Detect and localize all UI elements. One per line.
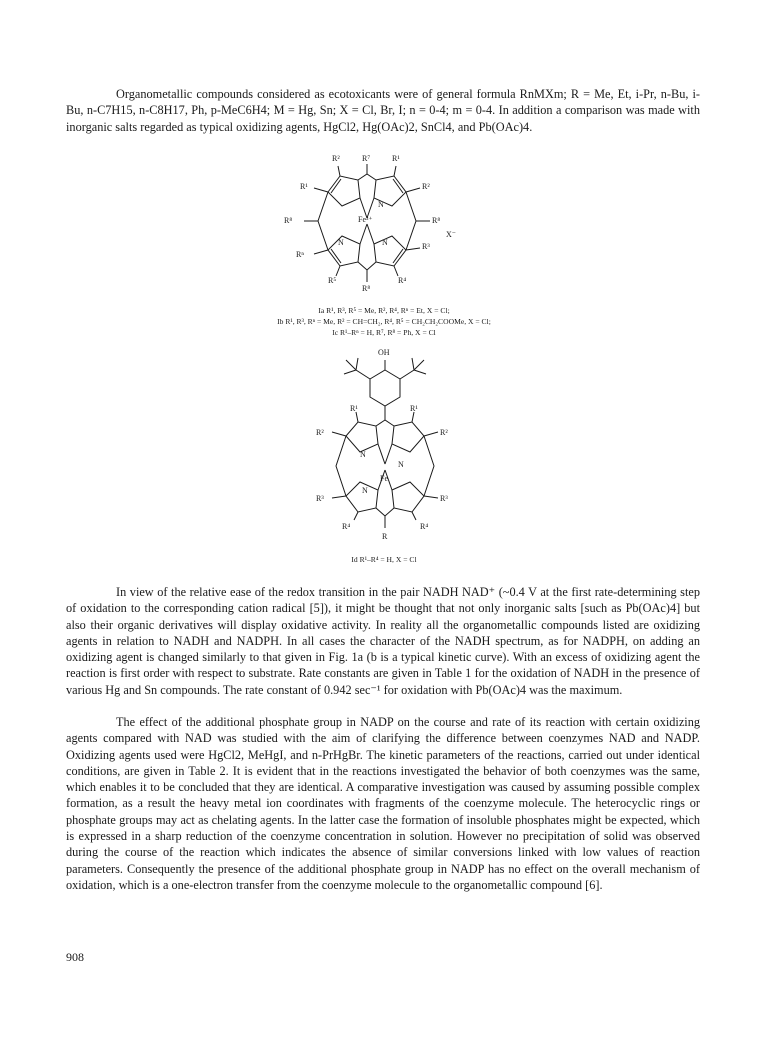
label-bottom-r8: R⁸ (362, 284, 371, 293)
label-r4-right: R⁴ (420, 522, 429, 531)
label-r3-left: R³ (316, 494, 324, 503)
label-n-left: N (362, 486, 368, 495)
label-left-r8: R⁸ (284, 216, 293, 225)
label-r3-right: R³ (440, 494, 448, 503)
label-right-r2: R² (422, 182, 430, 191)
label-n-left: N (338, 238, 344, 247)
structure-1-caption-b: Ib R¹, R³, Rⁿ = Me, R² = CH=CH₂, R⁴, R⁵ = CH₂CH₂COOMe, X = Cl; (277, 317, 491, 326)
label-bottom-r5: R⁵ (328, 276, 337, 285)
label-r1-left: R¹ (350, 404, 358, 413)
label-n-top: N (378, 200, 384, 209)
label-right-r3: R³ (422, 242, 430, 251)
label-x-minus: X⁻ (446, 230, 456, 239)
structure-1-labels (278, 152, 458, 302)
structure-1-caption-a: Ia R¹, R³, R⁵ = Me, R², R⁴, Rⁿ = Et, X = Cl; (318, 306, 450, 315)
label-left-r1: R¹ (300, 182, 308, 191)
label-r2-right: R² (440, 428, 448, 437)
structure-2-labels (300, 348, 470, 548)
label-right-r8: R⁸ (432, 216, 441, 225)
structure-2-caption: Id R¹–R⁴ = H, X = Cl (351, 555, 417, 564)
label-left-rn: Rⁿ (296, 250, 304, 259)
label-top-r7: R⁷ (362, 154, 371, 163)
label-r1-right: R¹ (410, 404, 418, 413)
label-n-right: N (382, 238, 388, 247)
label-r-bottom: R (382, 532, 388, 541)
label-top-r2: R² (332, 154, 340, 163)
page-number: 908 (66, 950, 84, 964)
body-paragraph-3: The effect of the additional phosphate group in NADP on the course and rate of its reaction with certain oxidizing agents compared with NAD was studied with the aim of clarifying the difference between coenzymes NAD and NADP. Oxidizing agents used were HgCl2, MeHgI, and n-PrHgBr. The kinetic parameters of the reactions, carried out under identical conditions, are given in Table 2. It is evident that in the reactions investigated the behavior of both coenzymes was the same, which enables it to be concluded that they are identical. A comparative investigation was caused by assuming possible complex formation, as a result the heavy metal ion coordinates with fragments of the coenzyme molecule. The heterocyclic rings or phosphate groups may act as chelating agents. In the latter case the formation of insoluble phosphates might be expected, which is expressed in a sharp reduction of the coenzyme concentration in solution. However no precipitation of solid was observed during the course of the reaction which indicates the absence of similar conversions linked with low values of reaction parameters. Consequently the presence of the additional phosphate group in NADP has no effect on the overall mechanism of oxidation, which is a one-electron transfer from the coenzyme molecule to the organometallic compound [6]. (66, 715, 700, 892)
body-paragraph-2: In view of the relative ease of the redox transition in the pair NADH NAD⁺ (~0.4 V at the first rate-determining step of oxidation to the corresponding cation radical [5]), it might be thought that not only inorganic salts [such as Pb(OAc)4] but also their organic derivatives will display oxidative activity. In reality all the organometallic compounds listed are oxidizing agents in relation to NADH and NADPH. In all cases the character of the NADH spectrum, as for NADPH, on adding an oxidizing agent is changed similarly to that given in Fig. 1a (b is a typical kinetic curve). With an excess of oxidizing agent the reaction is first order with respect to substrate. Rate constants are given in Table 1 for the oxidation of NADH in the presence of various Hg and Sn compounds. The rate constant of 0.942 sec⁻¹ for oxidation with Pb(OAc)4 was the maximum. (66, 585, 700, 697)
label-fe: Fe (380, 474, 388, 483)
intro-paragraph: Organometallic compounds considered as ecotoxicants were of general formula RnMXm; R = Me, Et, i-Pr, n-Bu, i-Bu, n-C7H15, n-C8H17, Ph, p-MeC6H4; M = Hg, Sn; X = Cl, Br, I; n = 0-4; m = 0-4. In addition a comparison was made with inorganic salts regarded as typical oxidizing agents, HgCl2, Hg(OAc)2, SnCl4, and Pb(OAc)4. (66, 87, 700, 134)
label-n-top-left: N (360, 450, 366, 459)
label-n-top-right: N (398, 460, 404, 469)
label-top-r1: R¹ (392, 154, 400, 163)
label-fe3: Fe³⁺ (358, 215, 373, 224)
structure-1-caption-c: Ic R¹–Rⁿ = H, R⁷, R⁸ = Ph, X = Cl (332, 328, 436, 337)
label-bottom-r4: R⁴ (398, 276, 407, 285)
label-r4-left: R⁴ (342, 522, 351, 531)
label-r2-left: R² (316, 428, 324, 437)
label-oh: OH (378, 348, 390, 357)
